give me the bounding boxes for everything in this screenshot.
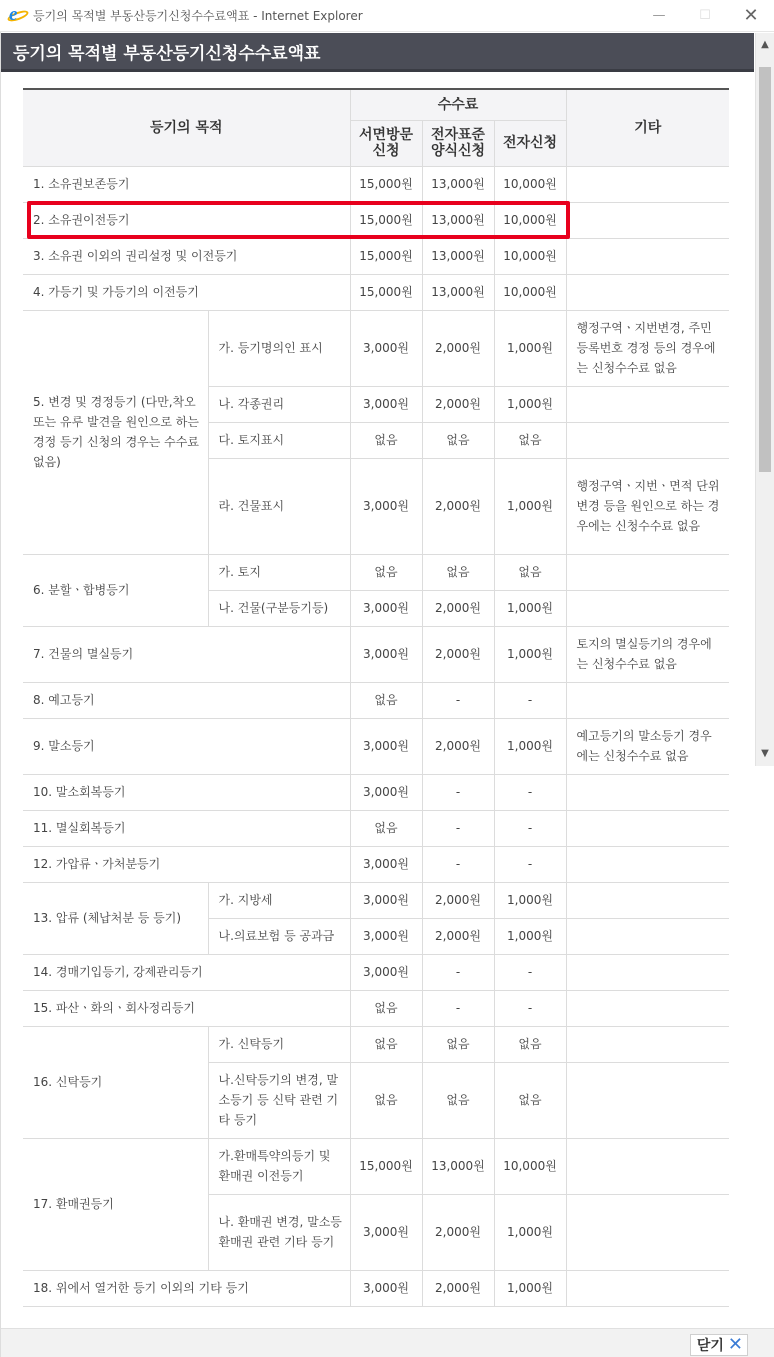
fee-elec: 1,000원 (494, 386, 566, 422)
fee-visit: 15,000원 (350, 166, 422, 202)
fee-visit: 15,000원 (350, 238, 422, 274)
row-note (566, 1270, 729, 1306)
header-std: 전자표준 양식신청 (422, 120, 494, 166)
row-note (566, 682, 729, 718)
window-border (0, 32, 1, 1357)
table-row (23, 774, 729, 810)
fee-visit: 없음 (350, 1026, 422, 1062)
fee-visit: 15,000원 (350, 202, 422, 238)
row-note (566, 990, 729, 1026)
row-note (566, 554, 729, 590)
fee-visit: 3,000원 (350, 1194, 422, 1270)
sub-label: 가. 토지 (208, 554, 350, 590)
fee-visit: 3,000원 (350, 918, 422, 954)
row-label: 8. 예고등기 (23, 682, 350, 718)
row-label: 4. 가등기 및 가등기의 이전등기 (23, 274, 350, 310)
fee-std: 13,000원 (422, 274, 494, 310)
fee-std: 2,000원 (422, 918, 494, 954)
fee-elec: 1,000원 (494, 882, 566, 918)
minimize-button[interactable]: — (652, 8, 666, 23)
table-row (23, 166, 729, 202)
row-note (566, 846, 729, 882)
maximize-button[interactable]: ☐ (699, 8, 711, 23)
row-note (566, 1062, 729, 1138)
fee-visit: 3,000원 (350, 718, 422, 774)
fee-elec: 10,000원 (494, 166, 566, 202)
row-label: 16. 신탁등기 (23, 1026, 208, 1138)
table-row (23, 554, 729, 590)
fee-std: 없음 (422, 554, 494, 590)
row-note (566, 202, 729, 238)
fee-std: 2,000원 (422, 626, 494, 682)
fee-elec: 1,000원 (494, 458, 566, 554)
fee-std: 13,000원 (422, 238, 494, 274)
sub-label: 가. 등기명의인 표시 (208, 310, 350, 386)
fee-std: 13,000원 (422, 202, 494, 238)
fee-std: 2,000원 (422, 718, 494, 774)
scroll-up-icon[interactable]: ▲ (761, 38, 769, 50)
sub-label: 가.환매특약의등기 및 환매권 이전등기 (208, 1138, 350, 1194)
window-titlebar (0, 0, 774, 32)
fee-std: 없음 (422, 1026, 494, 1062)
fee-std: 2,000원 (422, 310, 494, 386)
fee-elec: 1,000원 (494, 310, 566, 386)
sub-label: 나.의료보험 등 공과금 (208, 918, 350, 954)
close-icon: ✕ (727, 1334, 743, 1355)
table-row (23, 1026, 729, 1062)
row-note (566, 954, 729, 990)
row-label: 2. 소유권이전등기 (23, 202, 350, 238)
row-label: 6. 분할ㆍ합병등기 (23, 554, 208, 626)
fee-visit: 없음 (350, 810, 422, 846)
fee-elec: 10,000원 (494, 238, 566, 274)
sub-label: 나. 환매권 변경, 말소등 환매권 관련 기타 등기 (208, 1194, 350, 1270)
fee-elec: - (494, 682, 566, 718)
fee-std: - (422, 682, 494, 718)
fee-visit: 없음 (350, 1062, 422, 1138)
fee-std: 2,000원 (422, 386, 494, 422)
row-note (566, 774, 729, 810)
fee-std: 없음 (422, 1062, 494, 1138)
row-note: 행정구역ㆍ지번변경, 주민등록번호 경정 등의 경우에는 신청수수료 없음 (566, 310, 729, 386)
close-popup-button[interactable] (690, 1334, 748, 1356)
fee-visit: 3,000원 (350, 310, 422, 386)
scroll-thumb[interactable] (759, 67, 771, 472)
header-elec: 전자신청 (494, 120, 566, 166)
row-label: 11. 멸실회복등기 (23, 810, 350, 846)
fee-elec: 10,000원 (494, 202, 566, 238)
header-other: 기타 (566, 89, 729, 166)
fee-visit: 3,000원 (350, 626, 422, 682)
fee-elec: 10,000원 (494, 274, 566, 310)
fee-visit: 3,000원 (350, 458, 422, 554)
fee-std: 2,000원 (422, 590, 494, 626)
table-row (23, 682, 729, 718)
row-note (566, 238, 729, 274)
sub-label: 다. 토지표시 (208, 422, 350, 458)
fee-visit: 15,000원 (350, 274, 422, 310)
fee-elec: 1,000원 (494, 918, 566, 954)
row-note (566, 882, 729, 918)
table-row (23, 202, 729, 238)
fee-elec: 없음 (494, 422, 566, 458)
fee-std: 13,000원 (422, 1138, 494, 1194)
row-note (566, 274, 729, 310)
row-note: 토지의 멸실등기의 경우에는 신청수수료 없음 (566, 626, 729, 682)
table-row (23, 954, 729, 990)
fee-std: 2,000원 (422, 458, 494, 554)
fee-elec: - (494, 810, 566, 846)
row-note: 행정구역ㆍ지번ㆍ면적 단위변경 등을 원인으로 하는 경우에는 신청수수료 없음 (566, 458, 729, 554)
row-note (566, 422, 729, 458)
window-close-button[interactable]: ✕ (743, 5, 759, 26)
table-row (23, 274, 729, 310)
row-note (566, 810, 729, 846)
internet-explorer-icon: e (9, 7, 27, 25)
table-row (23, 990, 729, 1026)
table-row (23, 882, 729, 918)
fee-visit: 없음 (350, 554, 422, 590)
fee-std: 13,000원 (422, 166, 494, 202)
sub-label: 가. 신탁등기 (208, 1026, 350, 1062)
row-label: 10. 말소회복등기 (23, 774, 350, 810)
fee-visit: 3,000원 (350, 386, 422, 422)
row-label: 15. 파산ㆍ화의ㆍ회사정리등기 (23, 990, 350, 1026)
sub-label: 라. 건물표시 (208, 458, 350, 554)
popup-footer (1, 1328, 774, 1357)
row-label: 18. 위에서 열거한 등기 이외의 기타 등기 (23, 1270, 350, 1306)
fee-std: - (422, 846, 494, 882)
fee-std: - (422, 774, 494, 810)
row-label: 13. 압류 (체납처분 등 등기) (23, 882, 208, 954)
row-note (566, 590, 729, 626)
row-label: 12. 가압류ㆍ가처분등기 (23, 846, 350, 882)
fee-table (23, 88, 729, 1307)
table-row (23, 846, 729, 882)
row-label: 9. 말소등기 (23, 718, 350, 774)
row-note (566, 918, 729, 954)
table-row (23, 718, 729, 774)
fee-elec: - (494, 990, 566, 1026)
fee-elec: 1,000원 (494, 1270, 566, 1306)
fee-elec: 1,000원 (494, 1194, 566, 1270)
table-row (23, 626, 729, 682)
table-row (23, 238, 729, 274)
fee-elec: - (494, 954, 566, 990)
sub-label: 가. 지방세 (208, 882, 350, 918)
header-purpose: 등기의 목적 (23, 89, 350, 166)
fee-std: 2,000원 (422, 882, 494, 918)
table-row (23, 810, 729, 846)
fee-std: 2,000원 (422, 1194, 494, 1270)
fee-elec: 1,000원 (494, 590, 566, 626)
sub-label: 나.신탁등기의 변경, 말소등기 등 신탁 관련 기타 등기 (208, 1062, 350, 1138)
scroll-down-icon[interactable]: ▼ (761, 747, 769, 759)
fee-elec: 1,000원 (494, 626, 566, 682)
row-note (566, 1026, 729, 1062)
window-controls (636, 0, 774, 32)
row-label: 1. 소유권보존등기 (23, 166, 350, 202)
row-label: 3. 소유권 이외의 권리설정 및 이전등기 (23, 238, 350, 274)
table-row (23, 1138, 729, 1194)
fee-visit: 3,000원 (350, 774, 422, 810)
row-label: 17. 환매권등기 (23, 1138, 208, 1270)
fee-elec: - (494, 774, 566, 810)
fee-std: 2,000원 (422, 1270, 494, 1306)
fee-std: - (422, 810, 494, 846)
fee-elec: 1,000원 (494, 718, 566, 774)
row-label: 7. 건물의 멸실등기 (23, 626, 350, 682)
fee-visit: 없음 (350, 990, 422, 1026)
window-title: 등기의 목적별 부동산등기신청수수료액표 - Internet Explorer (33, 9, 363, 23)
popup-title: 등기의 목적별 부동산등기신청수수료액표 (1, 33, 754, 72)
fee-visit: 3,000원 (350, 590, 422, 626)
row-label: 5. 변경 및 경정등기 (다만,착오 또는 유루 발견을 원인으로 하는 경정 등기 신청의 경우는 수수료 없음) (23, 310, 208, 554)
fee-std: - (422, 990, 494, 1026)
sub-label: 나. 각종권리 (208, 386, 350, 422)
fee-visit: 3,000원 (350, 846, 422, 882)
row-note (566, 1194, 729, 1270)
sub-label: 나. 건물(구분등기등) (208, 590, 350, 626)
fee-elec: - (494, 846, 566, 882)
row-note (566, 1138, 729, 1194)
row-label: 14. 경매기입등기, 강제관리등기 (23, 954, 350, 990)
header-visit: 서면방문 신청 (350, 120, 422, 166)
fee-visit: 3,000원 (350, 882, 422, 918)
header-fee: 수수료 (350, 89, 566, 120)
fee-visit: 없음 (350, 682, 422, 718)
fee-std: 없음 (422, 422, 494, 458)
vertical-scrollbar[interactable] (755, 33, 774, 766)
row-note (566, 166, 729, 202)
row-note: 예고등기의 말소등기 경우에는 신청수수료 없음 (566, 718, 729, 774)
fee-std: - (422, 954, 494, 990)
fee-visit: 3,000원 (350, 1270, 422, 1306)
close-label: 닫기 (696, 1338, 724, 1354)
fee-elec: 10,000원 (494, 1138, 566, 1194)
fee-elec: 없음 (494, 554, 566, 590)
fee-visit: 없음 (350, 422, 422, 458)
fee-elec: 없음 (494, 1026, 566, 1062)
table-row (23, 1270, 729, 1306)
fee-elec: 없음 (494, 1062, 566, 1138)
table-row (23, 310, 729, 386)
row-note (566, 386, 729, 422)
fee-table-container (23, 88, 729, 1307)
fee-visit: 15,000원 (350, 1138, 422, 1194)
fee-visit: 3,000원 (350, 954, 422, 990)
